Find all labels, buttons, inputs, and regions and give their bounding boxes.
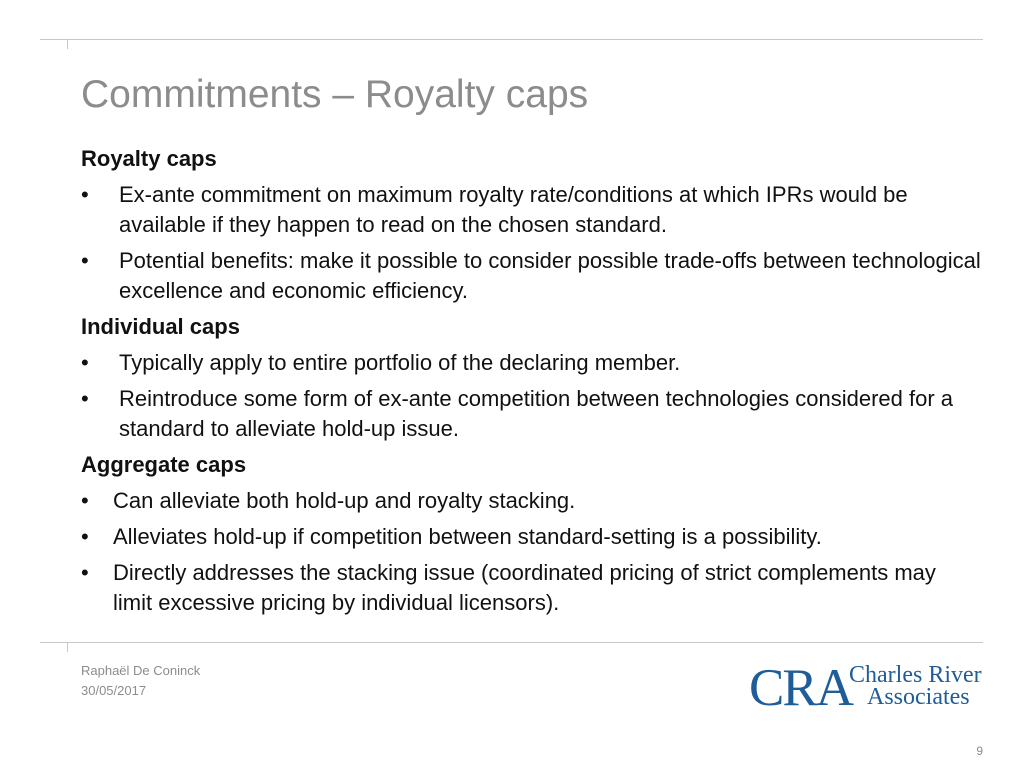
header-rule xyxy=(40,39,983,40)
section-heading: Individual caps xyxy=(81,314,240,339)
header-rule-tick xyxy=(67,40,68,49)
bullet-marker: • xyxy=(81,488,89,513)
bullet-text: Reintroduce some form of ex-ante competition between technologies considered for a standard to alleviate hold-up issue. xyxy=(119,386,954,441)
bullet-marker: • xyxy=(81,248,89,273)
section-royalty-caps xyxy=(81,144,981,306)
page-number: 9 xyxy=(976,744,983,758)
bullet-text: Potential benefits: make it possible to consider possible trade-offs between technological excellence and economic efficiency. xyxy=(119,248,981,303)
slide-body xyxy=(81,144,981,618)
bullet-marker: • xyxy=(81,386,89,411)
bullet-text: Can alleviate both hold-up and royalty stacking. xyxy=(113,488,576,513)
bullet-marker: • xyxy=(81,182,89,207)
bullet-text: Ex-ante commitment on maximum royalty rate/conditions at which IPRs would be available if they happen to read on the chosen standard. xyxy=(119,182,908,237)
bullet-text: Alleviates hold-up if competition between standard-setting is a possibility. xyxy=(113,524,822,549)
bullet-item xyxy=(81,348,981,378)
bullet-item xyxy=(81,384,981,444)
bullet-marker: • xyxy=(81,560,89,585)
bullet-text: Directly addresses the stacking issue (coordinated pricing of strict complements may limit excessive pricing by individual licensors). xyxy=(113,560,936,615)
bullet-item xyxy=(81,246,981,306)
logo-mark: CRA xyxy=(749,659,852,717)
footer-rule-tick xyxy=(67,643,68,652)
logo-wordmark-line1: Charles River xyxy=(849,662,982,688)
bullet-text: Typically apply to entire portfolio of the declaring member. xyxy=(119,350,681,375)
section-heading: Royalty caps xyxy=(81,146,217,171)
slide-title: Commitments – Royalty caps xyxy=(81,73,589,116)
logo-wordmark-line2: Associates xyxy=(867,684,970,710)
bullet-marker: • xyxy=(81,350,89,375)
bullet-item xyxy=(81,522,981,552)
section-heading: Aggregate caps xyxy=(81,452,247,477)
footer-date: 30/05/2017 xyxy=(81,683,147,698)
bullet-item xyxy=(81,180,981,240)
bullet-item xyxy=(81,486,981,516)
section-individual-caps xyxy=(81,312,981,444)
bullet-item xyxy=(81,558,981,618)
bullet-marker: • xyxy=(81,524,89,549)
footer-rule xyxy=(40,642,983,643)
footer-author: Raphaël De Coninck xyxy=(81,663,201,678)
section-aggregate-caps xyxy=(81,450,981,618)
